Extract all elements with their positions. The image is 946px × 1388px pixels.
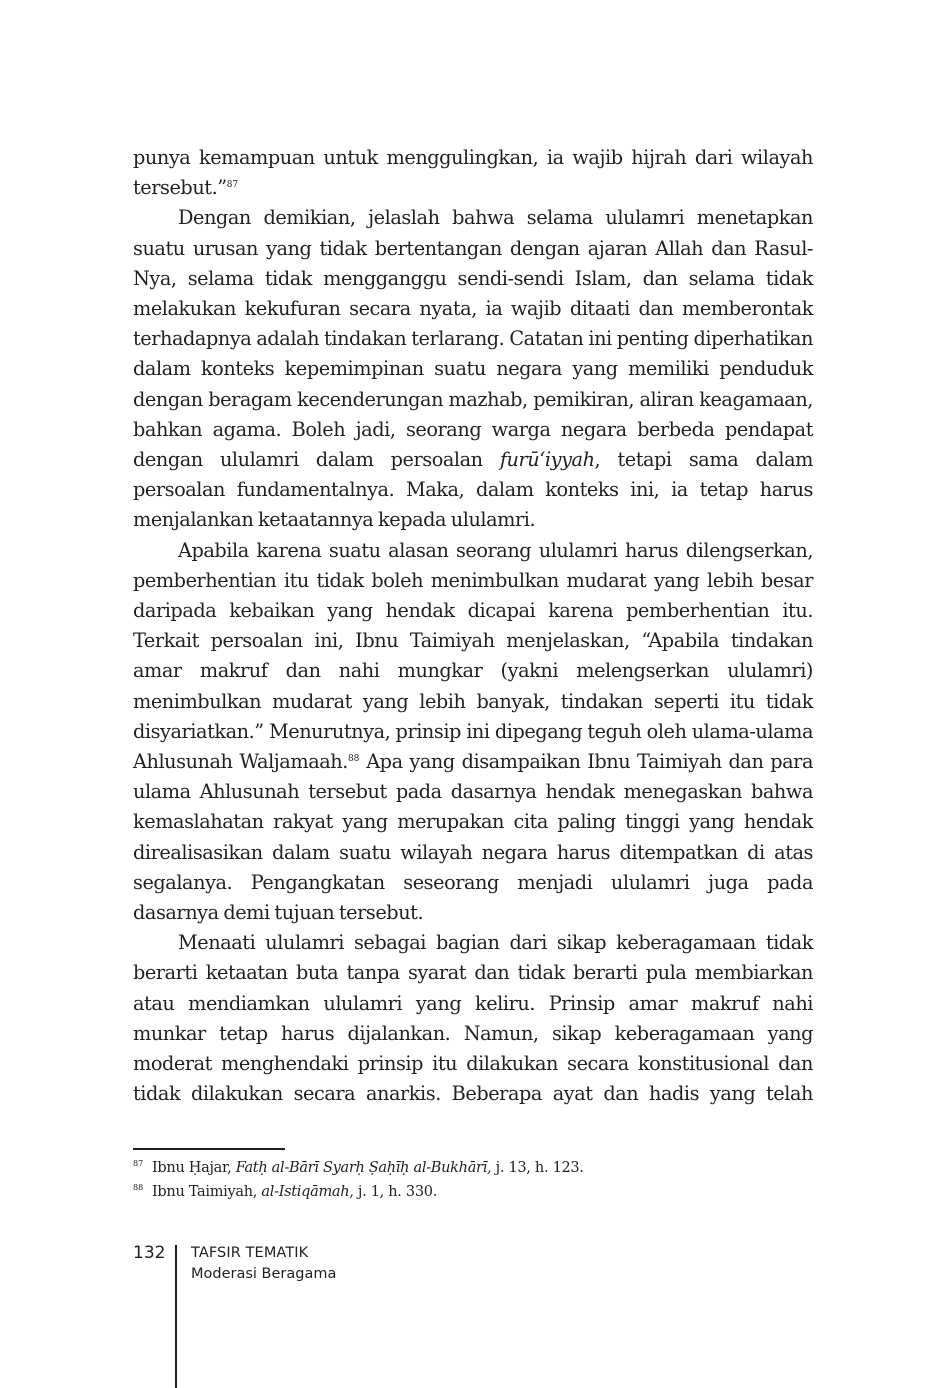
paragraph-4 [133, 928, 813, 1109]
footnotes [133, 1156, 813, 1204]
paragraph-1-text: punya kemampuan untuk menggulingkan, ia wajib hijrah dari wilayah tersebut.” [133, 146, 813, 200]
paragraph-3-text-b: Apa yang disampaikan Ibnu Taimiyah dan para ulama Ahlusunah tersebut pada dasarnya hendak menegaskan bahwa kemaslahatan rakyat yang merupakan cita paling tinggi yang hendak direalisasikan dalam suatu wilayah negara harus ditempatkan di atas segalanya. Pengangkatan seseorang menjadi ululamri juga pada dasarnya demi tujuan tersebut. [133, 750, 813, 925]
footnote-ref-88[interactable]: 88 [347, 754, 360, 765]
book-title: TAFSIR TEMATIK [191, 1245, 309, 1261]
footnote-number: 88 [133, 1183, 144, 1192]
footnote-87 [133, 1156, 813, 1180]
paragraph-2 [133, 203, 813, 535]
footnote-separator [133, 1148, 285, 1150]
footnote-citation: j. 1, h. 330. [353, 1184, 438, 1200]
page-number: 132 [133, 1243, 166, 1263]
footnote-ref-87[interactable]: 87 [226, 180, 239, 191]
main-text [133, 143, 813, 1110]
footnote-title: Fatḥ al-Bārī Syarḥ Ṣaḥīḥ al-Bukhārī, [235, 1160, 492, 1176]
paragraph-3-text-a: Apabila karena suatu alasan seorang ululamri harus dilengserkan, pemberhentian itu tidak boleh menimbulkan mudarat yang lebih besar daripada kebaikan yang hendak dicapai karena pemberhentian itu. Terkait persoalan ini, Ibnu Taimiyah menjelaskan, “Apabila tindakan amar makruf dan nahi mungkar (yakni melengserkan ululamri) menimbulkan mudarat yang lebih banyak, tindakan seperti itu tidak disyariatkan.” Menurutnya, prinsip ini dipegang teguh oleh ulama-ulama Ahlusunah Waljamaah. [133, 538, 813, 774]
footnote-title: al-Istiqāmah, [261, 1184, 354, 1200]
paragraph-1 [133, 143, 813, 203]
footnote-author: Ibnu Taimiyah, [152, 1184, 262, 1200]
footnote-author: Ibnu Ḥajar, [152, 1160, 236, 1176]
footnote-citation: j. 13, h. 123. [491, 1160, 584, 1176]
book-subtitle: Moderasi Beragama [191, 1266, 337, 1282]
paragraph-2-text-a: Dengan demikian, jelaslah bahwa selama ululamri menetapkan suatu urusan yang tidak bertentangan dengan ajaran Allah dan Rasul-Nya, selama tidak mengganggu sendi-sendi Islam, dan selama tidak melakukan kekufuran secara nyata, ia wajib ditaati dan memberontak terhadapnya adalah tindakan terlarang. Catatan ini penting diperhatikan dalam konteks kepemimpinan suatu negara yang memiliki penduduk dengan beragam kecenderungan mazhab, pemikiran, aliran keagamaan, bahkan agama. Boleh jadi, seorang warga negara berbeda pendapat dengan ululamri dalam persoalan [133, 206, 813, 472]
paragraph-2-italic-term: furū‘iyyah [499, 448, 595, 472]
footnote-number: 87 [133, 1159, 144, 1168]
paragraph-4-text: Menaati ululamri sebagai bagian dari sikap keberagamaan tidak berarti ketaatan buta tanpa syarat dan tidak berarti pula membiarkan atau mendiamkan ululamri yang keliru. Prinsip amar makruf nahi munkar tetap harus dijalankan. Namun, sikap keberagamaan yang moderat menghendaki prinsip itu dilakukan secara konstitusional dan tidak dilakukan secara anarkis. Beberapa ayat dan hadis yang telah [133, 931, 813, 1106]
paragraph-2-text-b: , tetapi sama dalam persoalan fundamentalnya. Maka, dalam konteks ini, ia tetap harus menjalankan ketaatannya kepada ululamri. [133, 448, 813, 532]
footer-divider [175, 1245, 177, 1388]
footnote-88 [133, 1180, 813, 1204]
paragraph-3 [133, 536, 813, 929]
